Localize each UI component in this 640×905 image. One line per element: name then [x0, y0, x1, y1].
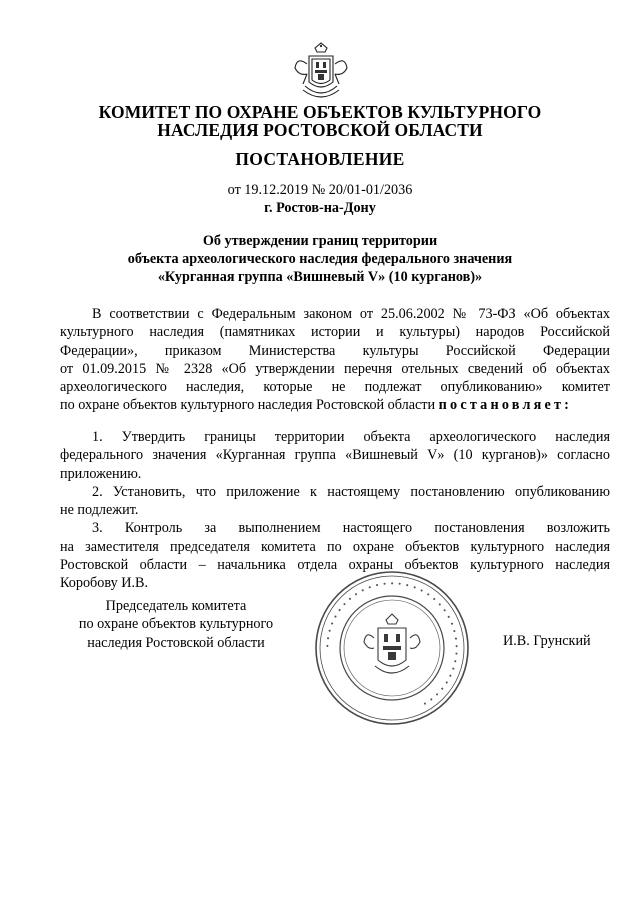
svg-text:• • • • • • • • • • • • • • •: • • • • • • • • • • • • • • • • • • • • • • • • • • • • • • • • • • • • — [322, 578, 462, 709]
signatory-title — [76, 597, 276, 652]
item-3-line: Ростовской области – начальника отдела охраны объектов культурного наследия — [60, 557, 610, 574]
preamble-paragraph — [60, 305, 610, 415]
preamble-line-text: по охране объектов культурного наследия Ростовской области — [60, 397, 439, 414]
preamble-line: от 01.09.2015 № 2328 «Об утверждении перечня отельных сведений об объектах — [60, 360, 610, 377]
item-2-line: не подлежит. — [60, 502, 139, 519]
item-2-line: 2. Установить, что приложение к настоящему постановлению опубликованию — [92, 483, 610, 500]
preamble-line: археологического наследия, которые не подлежат опубликованию» комитет — [60, 379, 610, 396]
preamble-line: Федерации», приказом Министерства культуры Российской Федерации — [60, 342, 610, 359]
document-date-number: от 19.12.2019 № 20/01-01/2036 — [227, 182, 413, 198]
subject-line-2: объекта археологического наследия федерального значения — [127, 251, 513, 268]
document-type: ПОСТАНОВЛЕНИЕ — [235, 149, 405, 169]
org-line-1: КОМИТЕТ ПО ОХРАНЕ ОБЪЕКТОВ КУЛЬТУРНОГО — [98, 102, 542, 122]
item-3-line: Коробову И.В. — [60, 575, 149, 592]
item-3-line: 3. Контроль за выполнением настоящего постановления возложить — [92, 520, 610, 537]
subject-line-1: Об утверждении границ территории — [202, 233, 438, 249]
organization-name — [0, 103, 640, 139]
document-city: г. Ростов-на-Дону — [264, 200, 376, 216]
signatory-name: И.В. Грунский — [503, 633, 591, 649]
item-3-line: на заместителя председателя комитета по охране объектов культурного наследия — [60, 538, 610, 555]
preamble-line — [60, 396, 610, 414]
preamble-line: В соответствии с Федеральным законом от 25.06.2002 № 73-ФЗ «Об объектах — [92, 306, 610, 322]
org-line-2: НАСЛЕДИЯ РОСТОВСКОЙ ОБЛАСТИ — [157, 120, 483, 140]
item-1-line: федерального значения «Курганная группа «Вишневый V» (10 курганов)» согласно — [60, 447, 610, 464]
document-subject — [0, 232, 640, 287]
coat-of-arms-emblem-icon — [293, 42, 349, 104]
preamble-line: культурного наследия (памятниках истории и культуры) народов Российской — [60, 324, 610, 341]
official-seal-icon — [312, 568, 472, 728]
signatory-title-line-2: по охране объектов культурного — [78, 616, 274, 633]
signatory-title-line-1: Председатель комитета — [105, 598, 247, 614]
item-1-line: приложению. — [60, 465, 142, 482]
resolution-keyword: постановляет: — [438, 397, 573, 414]
item-1-line: 1. Утвердить границы территории объекта археологического наследия — [92, 429, 610, 445]
signatory-title-line-3: наследия Ростовской области — [87, 634, 265, 651]
subject-line-3: «Курганная группа «Вишневый V» (10 курганов)» — [157, 269, 483, 286]
